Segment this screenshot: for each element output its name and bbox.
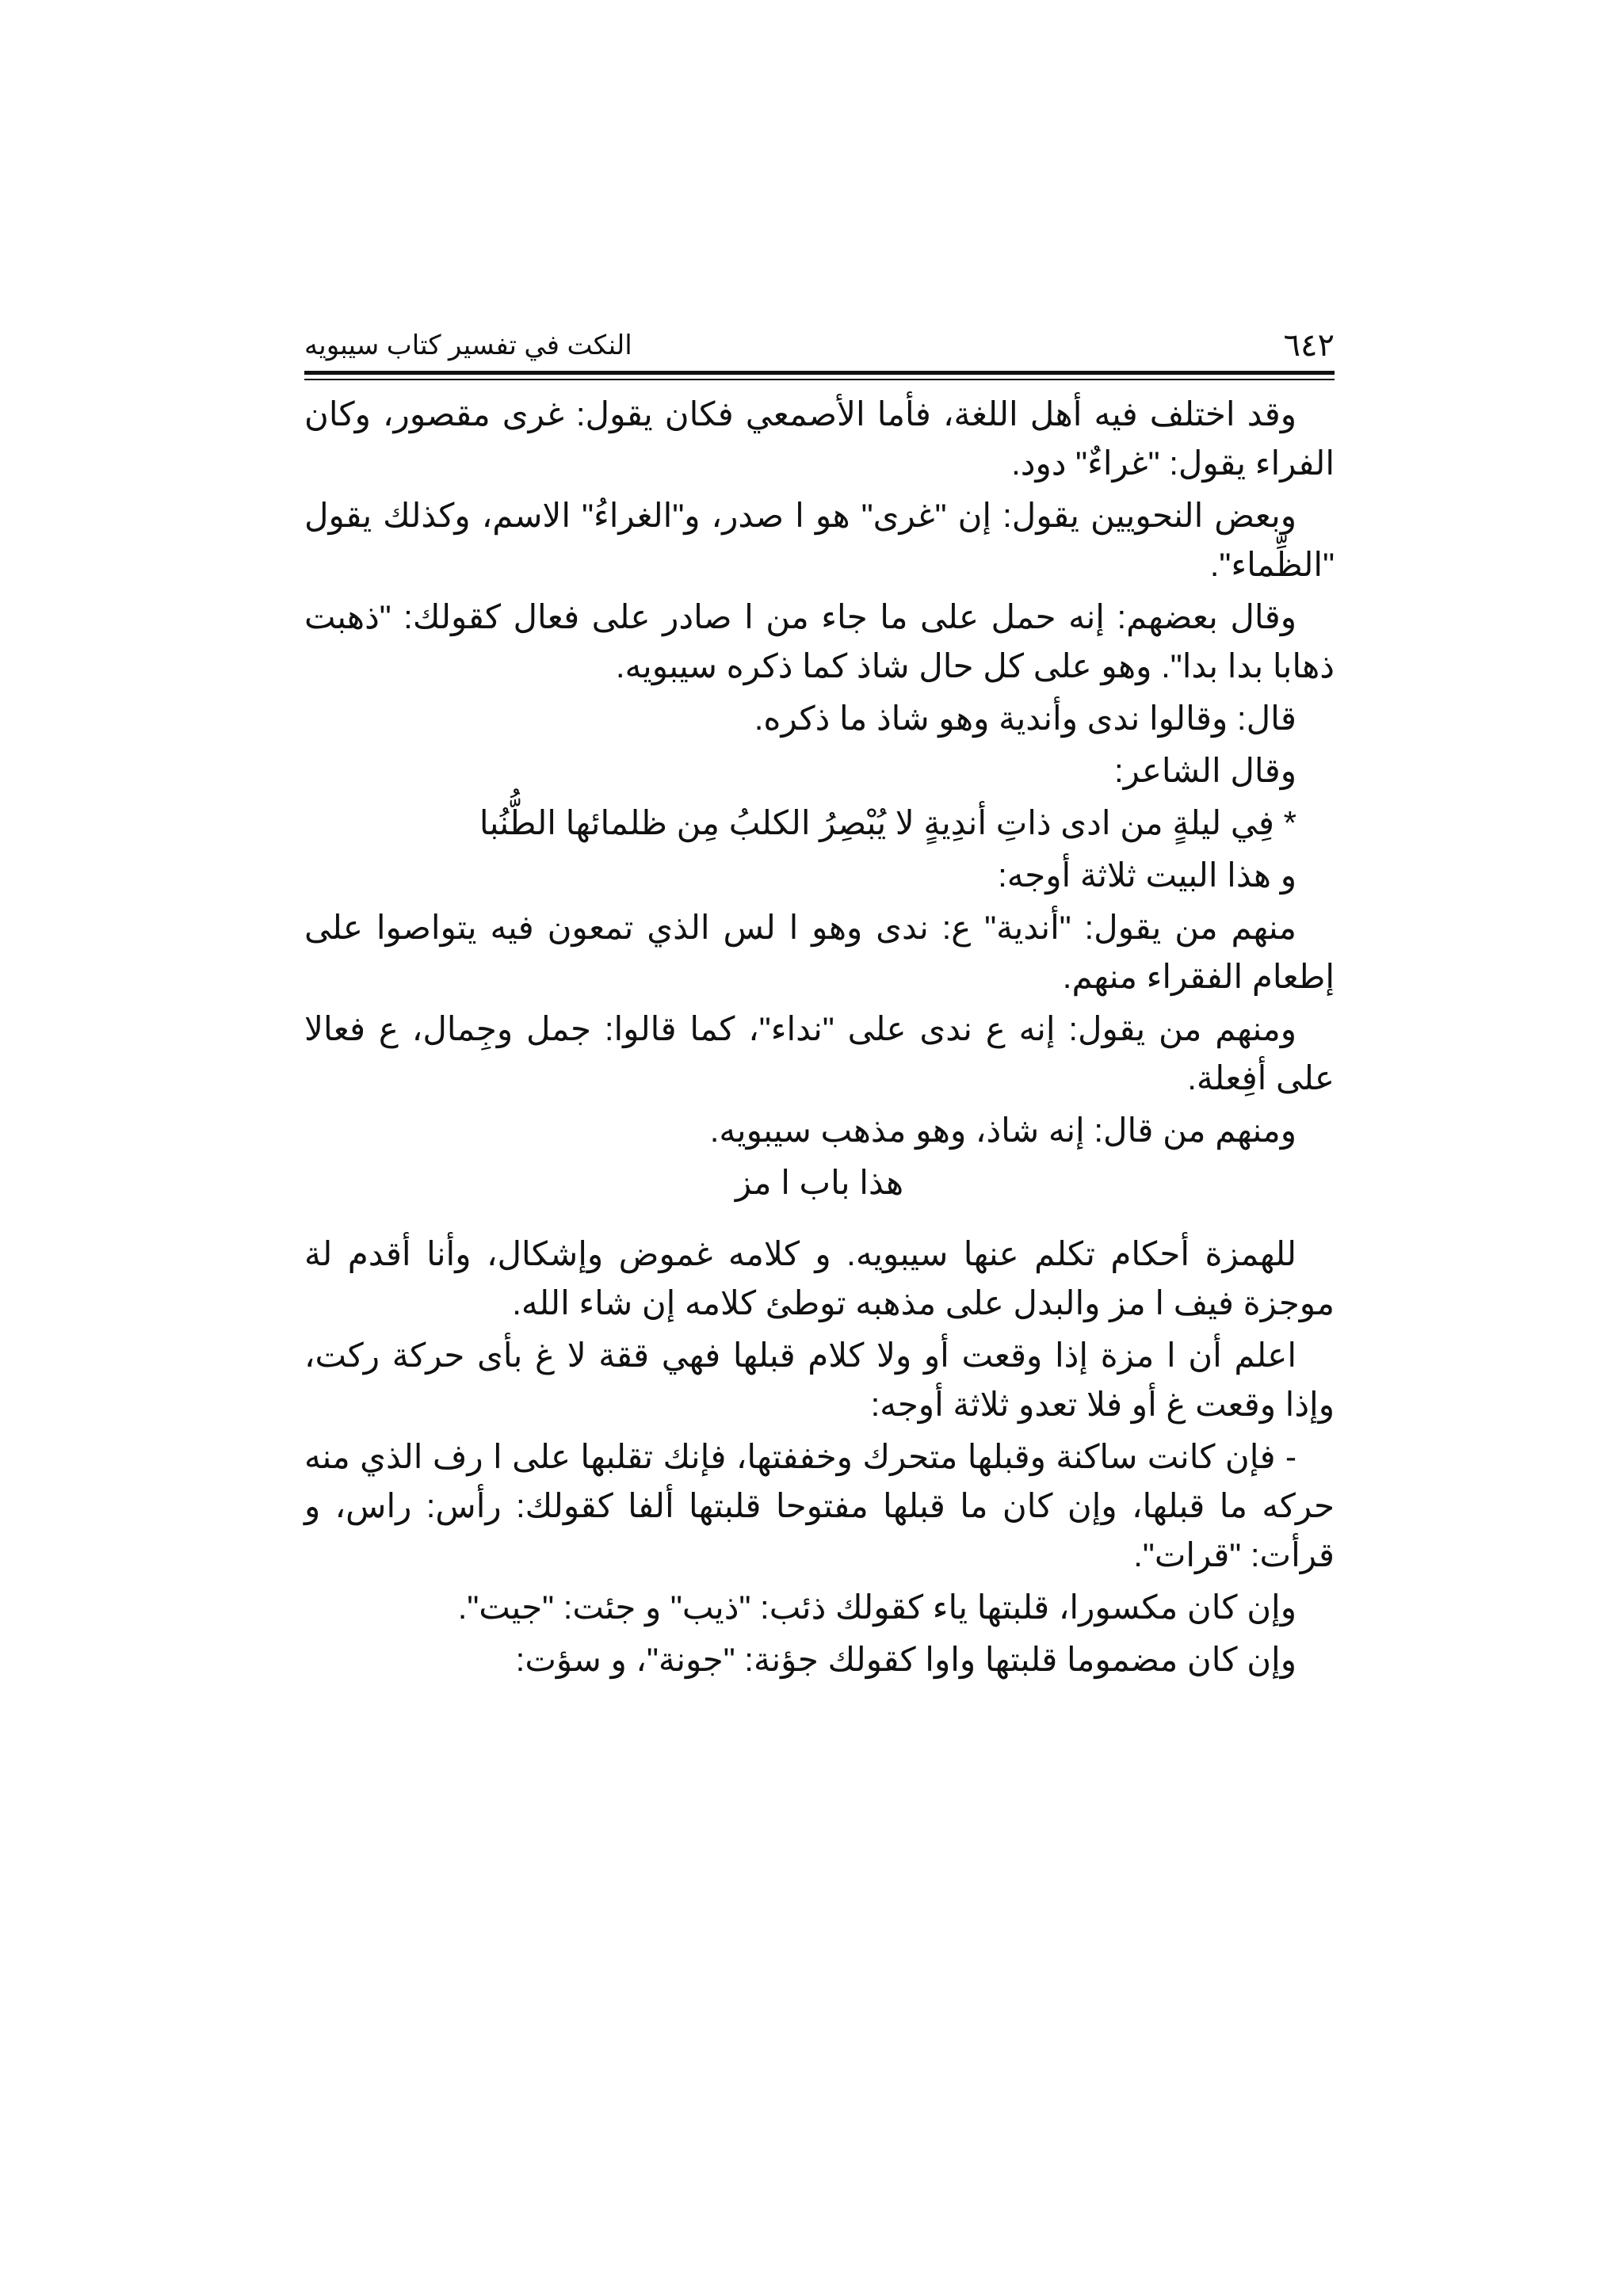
paragraph: وإن كان مكسورا، قلبتها ياء كقولك ذئب: "ذيب" و جئت: "جيت". bbox=[457, 1589, 1296, 1626]
paragraph: وقال الشاعر: bbox=[1114, 752, 1296, 789]
paragraph: و هذا البيت ثلاثة أوجه: bbox=[998, 856, 1296, 894]
paragraph: ومنهم من قال: إنه شاذ، وهو مذهب سيبويه. bbox=[709, 1112, 1296, 1149]
paragraph: وبعض النحويين يقول: إن "غرى" هو ا صدر، و"الغراءُ" الاسم، وكذلك يقول "الظِّماء". bbox=[304, 497, 1335, 583]
page-body bbox=[304, 390, 1335, 1688]
header-rule-thin bbox=[304, 379, 1335, 380]
poem-verse: * فِي ليلةٍ من ادى ذاتِ أندِيةٍ لا يُبْصِرُ الكلبُ مِن ظلمائها الطُّنُبا bbox=[479, 804, 1296, 841]
header-rule-thick bbox=[304, 371, 1335, 375]
paragraph: - فإن كانت ساكنة وقبلها متحرك وخففتها، فإنك تقلبها على ا رف الذي منه حركه ما قبلها، وإن كان ما قبلها مفتوحا قلبتها ألفا كقولك: رأس: راس، و قرأت: "قرات". bbox=[304, 1438, 1335, 1573]
running-title: النكت في تفسير كتاب سيبويه bbox=[304, 330, 632, 360]
paragraph: منهم من يقول: "أندية" ع: ندى وهو ا لس الذي تمعون فيه يتواصوا على إطعام الفقراء منهم. bbox=[304, 909, 1335, 995]
paragraph: وقد اختلف فيه أهل اللغة، فأما الأصمعي فكان يقول: غرى مقصور، وكان الفراء يقول: "غراءٌ" دود. bbox=[304, 395, 1335, 482]
page-number: ٦٤٢ bbox=[1283, 328, 1335, 363]
paragraph: للهمزة أحكام تكلم عنها سيبويه. و كلامه غموض وإشكال، وأنا أقدم لة موجزة فيف ا مز والبدل على مذهبه توطئ كلامه إن شاء الله. bbox=[304, 1235, 1335, 1322]
paragraph: وإن كان مضموما قلبتها واوا كقولك جؤنة: "جونة"، و سؤت: bbox=[515, 1641, 1296, 1678]
paragraph: قال: وقالوا ندى وأندية وهو شاذ ما ذكره. bbox=[754, 700, 1296, 737]
page-header bbox=[304, 323, 1335, 368]
paragraph: ومنهم من يقول: إنه ع ندى على "نداء"، كما قالوا: جمل وجِمال، ع فعالا على أفِعلة. bbox=[304, 1010, 1335, 1097]
paragraph: وقال بعضهم: إنه حمل على ما جاء من ا صادر على فعال كقولك: "ذهبت ذهابا بدا بدا". وهو على كل حال شاذ كما ذكره سيبويه. bbox=[304, 598, 1335, 685]
paragraph: اعلم أن ا مزة إذا وقعت أو ولا كلام قبلها فهي ققة لا غ بأى حركة ركت، وإذا وقعت غ أو فلا تعدو ثلاثة أوجه: bbox=[304, 1337, 1335, 1423]
section-title: هذا باب ا مز bbox=[735, 1164, 904, 1201]
